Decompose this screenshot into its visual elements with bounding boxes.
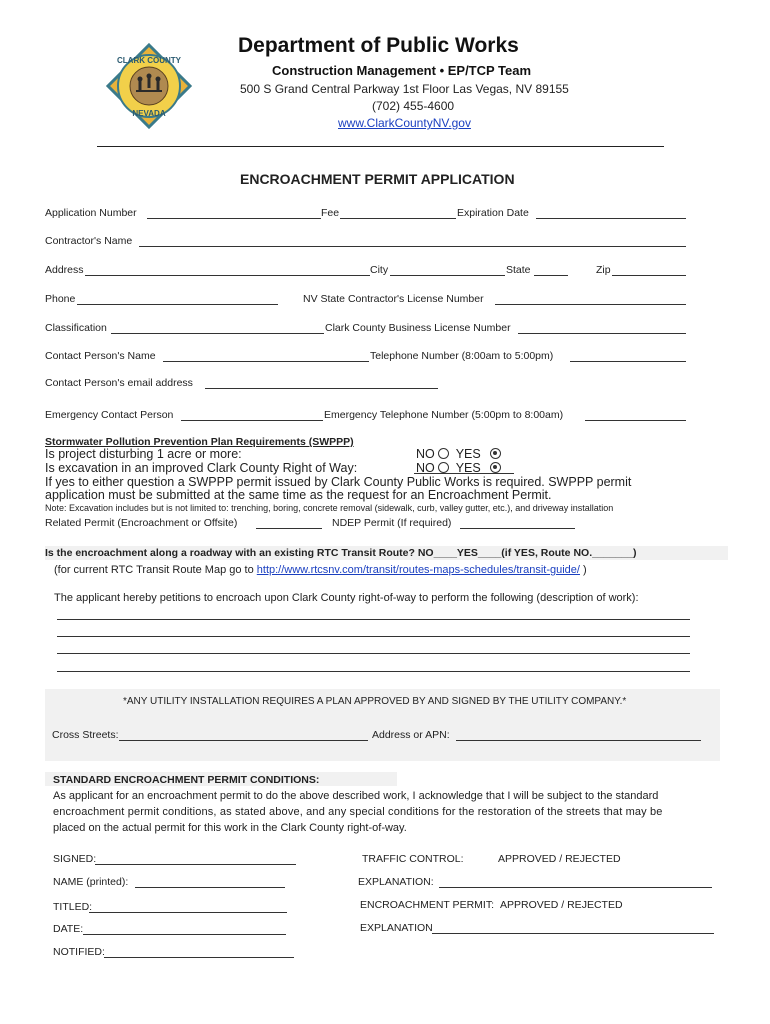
conditions-line-1: As applicant for an encroachment permit to do the above described work, I acknowledge that I will be subject to the standard — [53, 790, 659, 802]
office-address: 500 S Grand Central Parkway 1st Floor Las Vegas, NV 89155 — [240, 82, 569, 96]
header-rule — [97, 146, 664, 147]
city-label: City — [370, 264, 389, 276]
swppp-q1-options — [416, 447, 501, 461]
q1-no-radio[interactable] — [438, 448, 449, 459]
address-label: Address — [45, 264, 84, 276]
q2-no-label: NO — [416, 461, 435, 475]
q2-yes-radio[interactable] — [490, 462, 501, 473]
work-description-line-1[interactable] — [57, 619, 690, 620]
rtc-map-link[interactable]: http://www.rtcsnv.com/transit/routes-maps-schedules/transit-guide/ — [256, 564, 580, 576]
signed-label: SIGNED: — [53, 853, 97, 865]
date-label: DATE: — [53, 923, 84, 935]
utility-notice: *ANY UTILITY INSTALLATION REQUIRES A PLAN APPROVED BY AND SIGNED BY THE UTILITY COMPANY.* — [123, 696, 627, 707]
cross-streets-label: Cross Streets: — [52, 729, 119, 741]
rtc-question: Is the encroachment along a roadway with an existing RTC Transit Route? NO____YES____(if YES, Route NO._______) — [45, 547, 637, 559]
phone-field[interactable] — [77, 304, 278, 305]
explanation-2-label: EXPLANATION — [360, 922, 433, 934]
contact-email-field[interactable] — [205, 388, 438, 389]
rtc-map-prefix: (for current RTC Transit Route Map go to — [54, 564, 257, 576]
county-seal-graphic — [106, 43, 192, 129]
rtc-map-suffix: ) — [579, 564, 587, 576]
traffic-control-status[interactable]: APPROVED / REJECTED — [498, 853, 621, 865]
emergency-phone-label: Emergency Telephone Number (5:00pm to 8:00am) — [324, 409, 564, 421]
fee-label: Fee — [321, 207, 340, 219]
address-apn-field[interactable] — [456, 740, 701, 741]
related-permit-field[interactable] — [256, 528, 322, 529]
work-description-line-2[interactable] — [57, 636, 690, 637]
explanation-1-field[interactable] — [439, 887, 712, 888]
svg-text:NEVADA: NEVADA — [132, 109, 166, 118]
zip-label: Zip — [596, 264, 611, 276]
rtc-map-line — [54, 564, 587, 576]
signed-field[interactable] — [95, 864, 296, 865]
q2-no-radio[interactable] — [438, 462, 449, 473]
svg-text:CLARK COUNTY: CLARK COUNTY — [117, 56, 181, 65]
city-field[interactable] — [390, 275, 505, 276]
application-number-field[interactable] — [147, 218, 321, 219]
emergency-contact-field[interactable] — [181, 420, 323, 421]
website-link[interactable]: www.ClarkCountyNV.gov — [338, 116, 471, 130]
encroachment-permit-label: ENCROACHMENT PERMIT: — [360, 899, 494, 911]
work-description-label: The applicant hereby petitions to encroach upon Clark County right-of-way to perform the following (description of work): — [54, 592, 639, 604]
swppp-note-line-1: If yes to either question a SWPPP permit issued by Clark County Public Works is required. SWPPP permit — [45, 475, 632, 489]
swppp-options-underline — [414, 473, 514, 474]
titled-field[interactable] — [89, 912, 287, 913]
business-license-label: Clark County Business License Number — [325, 322, 511, 334]
work-description-line-3[interactable] — [57, 653, 690, 654]
expiration-date-label: Expiration Date — [457, 207, 529, 219]
contact-name-label: Contact Person's Name — [45, 350, 156, 362]
zip-field[interactable] — [612, 275, 686, 276]
swppp-heading: Stormwater Pollution Prevention Plan Requirements (SWPPP) — [45, 436, 354, 448]
date-field[interactable] — [83, 934, 286, 935]
contractor-name-label: Contractor's Name — [45, 235, 133, 247]
county-seal — [106, 43, 192, 129]
expiration-date-field[interactable] — [536, 218, 686, 219]
emergency-contact-label: Emergency Contact Person — [45, 409, 174, 421]
form-title: ENCROACHMENT PERMIT APPLICATION — [240, 171, 515, 187]
work-description-line-4[interactable] — [57, 671, 690, 672]
classification-label: Classification — [45, 322, 107, 334]
traffic-control-label: TRAFFIC CONTROL: — [362, 853, 464, 865]
fee-field[interactable] — [340, 218, 456, 219]
phone-label: Phone — [45, 293, 76, 305]
telephone-label: Telephone Number (8:00am to 5:00pm) — [370, 350, 554, 362]
notified-field[interactable] — [104, 957, 294, 958]
name-printed-label: NAME (printed): — [53, 876, 129, 888]
notified-label: NOTIFIED: — [53, 946, 105, 958]
contractor-name-field[interactable] — [139, 246, 686, 247]
team-line: Construction Management • EP/TCP Team — [272, 63, 532, 78]
contact-name-field[interactable] — [163, 361, 369, 362]
q2-yes-label: YES — [455, 461, 481, 475]
address-apn-label: Address or APN: — [372, 729, 450, 741]
emergency-phone-field[interactable] — [585, 420, 686, 421]
ndep-permit-field[interactable] — [460, 528, 575, 529]
conditions-line-3: placed on the actual permit for this work in the Clark County right-of-way. — [53, 822, 407, 834]
application-number-label: Application Number — [45, 207, 137, 219]
department-title: Department of Public Works — [238, 34, 519, 57]
ndep-permit-label: NDEP Permit (If required) — [332, 517, 452, 529]
contact-email-label: Contact Person's email address — [45, 377, 193, 389]
business-license-field[interactable] — [518, 333, 686, 334]
nv-license-field[interactable] — [495, 304, 686, 305]
state-label: State — [506, 264, 531, 276]
conditions-line-2: encroachment permit conditions, as stated above, and any special conditions for the restoration of the streets that may be — [53, 806, 663, 818]
swppp-question-1: Is project disturbing 1 acre or more: — [45, 447, 242, 461]
telephone-field[interactable] — [570, 361, 686, 362]
q1-no-label: NO — [416, 447, 435, 461]
swppp-note-line-2: application must be submitted at the same time as the request for an Encroachment Permit. — [45, 488, 552, 502]
q1-yes-radio[interactable] — [490, 448, 501, 459]
q1-yes-label: YES — [455, 447, 481, 461]
state-field[interactable] — [534, 275, 568, 276]
titled-label: TITLED: — [53, 901, 93, 913]
explanation-2-field[interactable] — [432, 933, 714, 934]
nv-license-label: NV State Contractor's License Number — [303, 293, 484, 305]
conditions-heading: STANDARD ENCROACHMENT PERMIT CONDITIONS: — [53, 774, 320, 786]
classification-field[interactable] — [111, 333, 324, 334]
cross-streets-field[interactable] — [119, 740, 368, 741]
excavation-note: Note: Excavation includes but is not limited to: trenching, boring, concrete removal (sidewalk, curb, valley gutter, etc.), and driveway installation — [45, 503, 614, 513]
name-printed-field[interactable] — [135, 887, 285, 888]
office-phone: (702) 455-4600 — [372, 99, 455, 113]
address-field[interactable] — [85, 275, 370, 276]
explanation-1-label: EXPLANATION: — [358, 876, 434, 888]
swppp-question-2: Is excavation in an improved Clark County Right of Way: — [45, 461, 358, 475]
encroachment-permit-status[interactable]: APPROVED / REJECTED — [500, 899, 623, 911]
related-permit-label: Related Permit (Encroachment or Offsite) — [45, 517, 238, 529]
